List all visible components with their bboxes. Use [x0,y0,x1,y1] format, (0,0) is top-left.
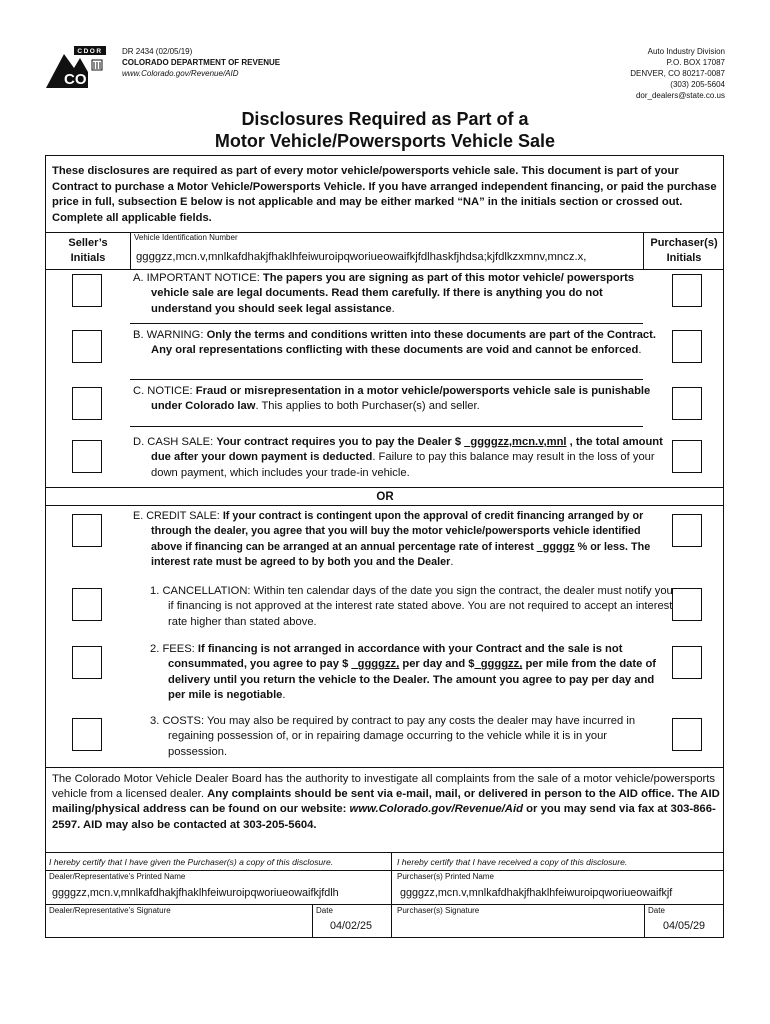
divider [130,232,131,269]
seller-initials-a[interactable] [72,274,102,307]
divider [130,323,643,324]
section-c-notice: C. NOTICE: Fraud or misrepresentation in a motor vehicle/powersports vehicle sale is punishable under Colorado law. This applies to both Purchaser(s) and seller. [133,385,651,413]
purchaser-initials-e3[interactable] [672,718,702,751]
purchaser-initials-b[interactable] [672,330,702,363]
section-e3-costs: 3. COSTS: You may also be required by contract to pay any costs the dealer may have incurred in regaining possession of, or in repairing damage occurring to the vehicle while it is in your possession. [150,715,636,758]
divider [130,379,643,380]
purchaser-initials-c[interactable] [672,387,702,420]
svg-text:CDOR: CDOR [77,48,103,55]
divider [45,269,724,270]
dealer-name-label: Dealer/Representative’s Printed Name [49,872,186,881]
header-right [630,46,725,101]
dealer-date-field[interactable]: 04/02/25 [329,920,373,932]
purchaser-certification: I hereby certify that I have received a copy of this disclosure. [397,857,628,867]
purchaser-initials-e[interactable] [672,514,702,547]
fee-per-mile-field[interactable]: _ggggzz, [474,658,523,671]
section-b-warning: B. WARNING: Only the terms and conditions written into these documents are part of the Contract. Any oral representations conflicting with these documents are void and cannot be enforced. [133,329,656,357]
section-d-cash-sale: D. CASH SALE: Your contract requires you to pay the Dealer $ _ggggzz,mcn.v,mnl , the total amount due after your down payment is deducted. Failure to pay this balance may result in the loss of your down payment, which includes your trade-in vehicle. [133,436,663,479]
cdor-logo-icon [44,44,106,90]
divider [45,487,724,488]
dealer-certification: I hereby certify that I have given the Purchaser(s) a copy of this disclosure. [49,857,334,867]
division-phone: (303) 205-5604 [670,80,725,89]
section-e2-fees: 2. FEES: If financing is not arranged in accordance with your Contract and the sale is not consummated, you agree to pay $ _ggggzz, per day and $_ggggzz, per mile from the date of delivery until you return the vehicle to the Dealer. The amount you agree to pay per day and per mile is negotiable. [150,643,657,701]
divider [391,852,392,938]
purchaser-initials-e2[interactable] [672,646,702,679]
divider [45,505,724,506]
divider [45,852,724,853]
divider [45,870,724,871]
svg-text:CO: CO [64,71,87,88]
purchaser-signature-label: Purchaser(s) Signature [397,906,480,915]
vin-field[interactable]: ggggzz,mcn.v,mnlkafdhakjfhaklhfeiwuroipqworiueowaifkjfdlhaskfjhdsa;kjfdlkzxmnv,mncz.x, [136,251,587,263]
seller-initials-b[interactable] [72,330,102,363]
purchaser-name-label: Purchaser(s) Printed Name [397,872,494,881]
divider [45,904,724,905]
po-box: P.O. BOX 17087 [666,58,725,67]
vin-label: Vehicle Identification Number [134,233,238,242]
dealer-signature-label: Dealer/Representative’s Signature [49,906,171,915]
aid-website-link[interactable]: www.Colorado.gov/Revenue/Aid [349,803,523,816]
intro-text: These disclosures are required as part of every motor vehicle/powersports vehicle sale. This document is part of your Contract to purchase a Motor Vehicle/Powersports Vehicle. If you have arranged independent financing, or paid the purchase price in full, subsection E below is not applicable and may be either marked “NA” in the initials section or crossed out. Complete all applicable fields. [52,165,717,224]
seller-initials-c[interactable] [72,387,102,420]
or-separator: OR [376,491,394,503]
fee-per-day-field[interactable]: _ggggzz, [351,658,400,671]
interest-rate-field[interactable]: _ggggz [536,540,575,553]
section-a-important-notice: A. IMPORTANT NOTICE: The papers you are signing as part of this motor vehicle/ powersports vehicle sale are legal documents. Read them carefully. If there is anything you do not understand you should seek legal assistance. [133,272,635,315]
seller-initials-e[interactable] [72,514,102,547]
divider [45,767,724,768]
dealer-date-label: Date [316,906,333,915]
dealer-name-field[interactable]: ggggzz,mcn.v,mnlkafdhakjfhaklhfeiwuroipqworiueowaifkjfdlh [52,887,339,899]
seller-initials-e3[interactable] [72,718,102,751]
cash-sale-amount[interactable]: _ggggzz,mcn.v,mnl [464,436,567,448]
purchaser-initials-header: Purchaser(s) Initials [650,237,718,264]
section-e1-cancellation: 1. CANCELLATION: Within ten calendar days of the date you sign the contract, the dealer must notify you if financing is not approved at the interest rate stated above. You are not required to accept an interest rate higher than stated above. [150,585,673,628]
seller-initials-header: Seller’s Initials [68,237,108,264]
purchaser-name-field[interactable]: ggggzz,mcn.v,mnlkafdhakjfhaklhfeiwuroipqworiueowaifkjf [400,887,673,899]
header-left [122,46,280,79]
seller-initials-d[interactable] [72,440,102,473]
division-email[interactable]: dor_dealers@state.co.us [635,91,725,100]
title-line-1: Disclosures Required as Part of a [241,109,529,129]
form-number: DR 2434 (02/05/19) [122,47,193,56]
department-website[interactable]: www.Colorado.gov/Revenue/AID [122,69,239,78]
footer-complaints-text: The Colorado Motor Vehicle Dealer Board has the authority to investigate all complaints from the sale of a motor vehicle/powersports vehicle from a licensed dealer. Any complaints should be sent via e-mail, mail, or delivered in person to the AID office. The AID mailing/physical address can be found on our website: www.Colorado.gov/Revenue/Aid or you may send via fax at 303-866-2597. AID may also be contacted at 303-205-5604. [52,773,720,831]
cdor-logo [44,44,106,90]
seller-initials-e2[interactable] [72,646,102,679]
section-e-credit-sale: E. CREDIT SALE: If your contract is contingent upon the approval of credit financing arranged by or through the dealer, you agree that you will buy the motor vehicle/powersports vehicle identified above if financing can be arranged at an annual percentage rate of interest _ggggz % or less. The interest rate must be agreed to by both you and the Dealer. [133,510,651,568]
division-name: Auto Industry Division [647,47,725,56]
page-title [0,108,770,152]
purchaser-date-field[interactable]: 04/05/29 [662,920,706,932]
department-name: COLORADO DEPARTMENT OF REVENUE [122,58,281,67]
purchaser-initials-d[interactable] [672,440,702,473]
purchaser-initials-a[interactable] [672,274,702,307]
city-address: DENVER, CO 80217-0087 [630,69,725,78]
title-line-2: Motor Vehicle/Powersports Vehicle Sale [214,131,556,151]
seller-initials-e1[interactable] [72,588,102,621]
divider [130,426,643,427]
purchaser-date-label: Date [648,906,665,915]
